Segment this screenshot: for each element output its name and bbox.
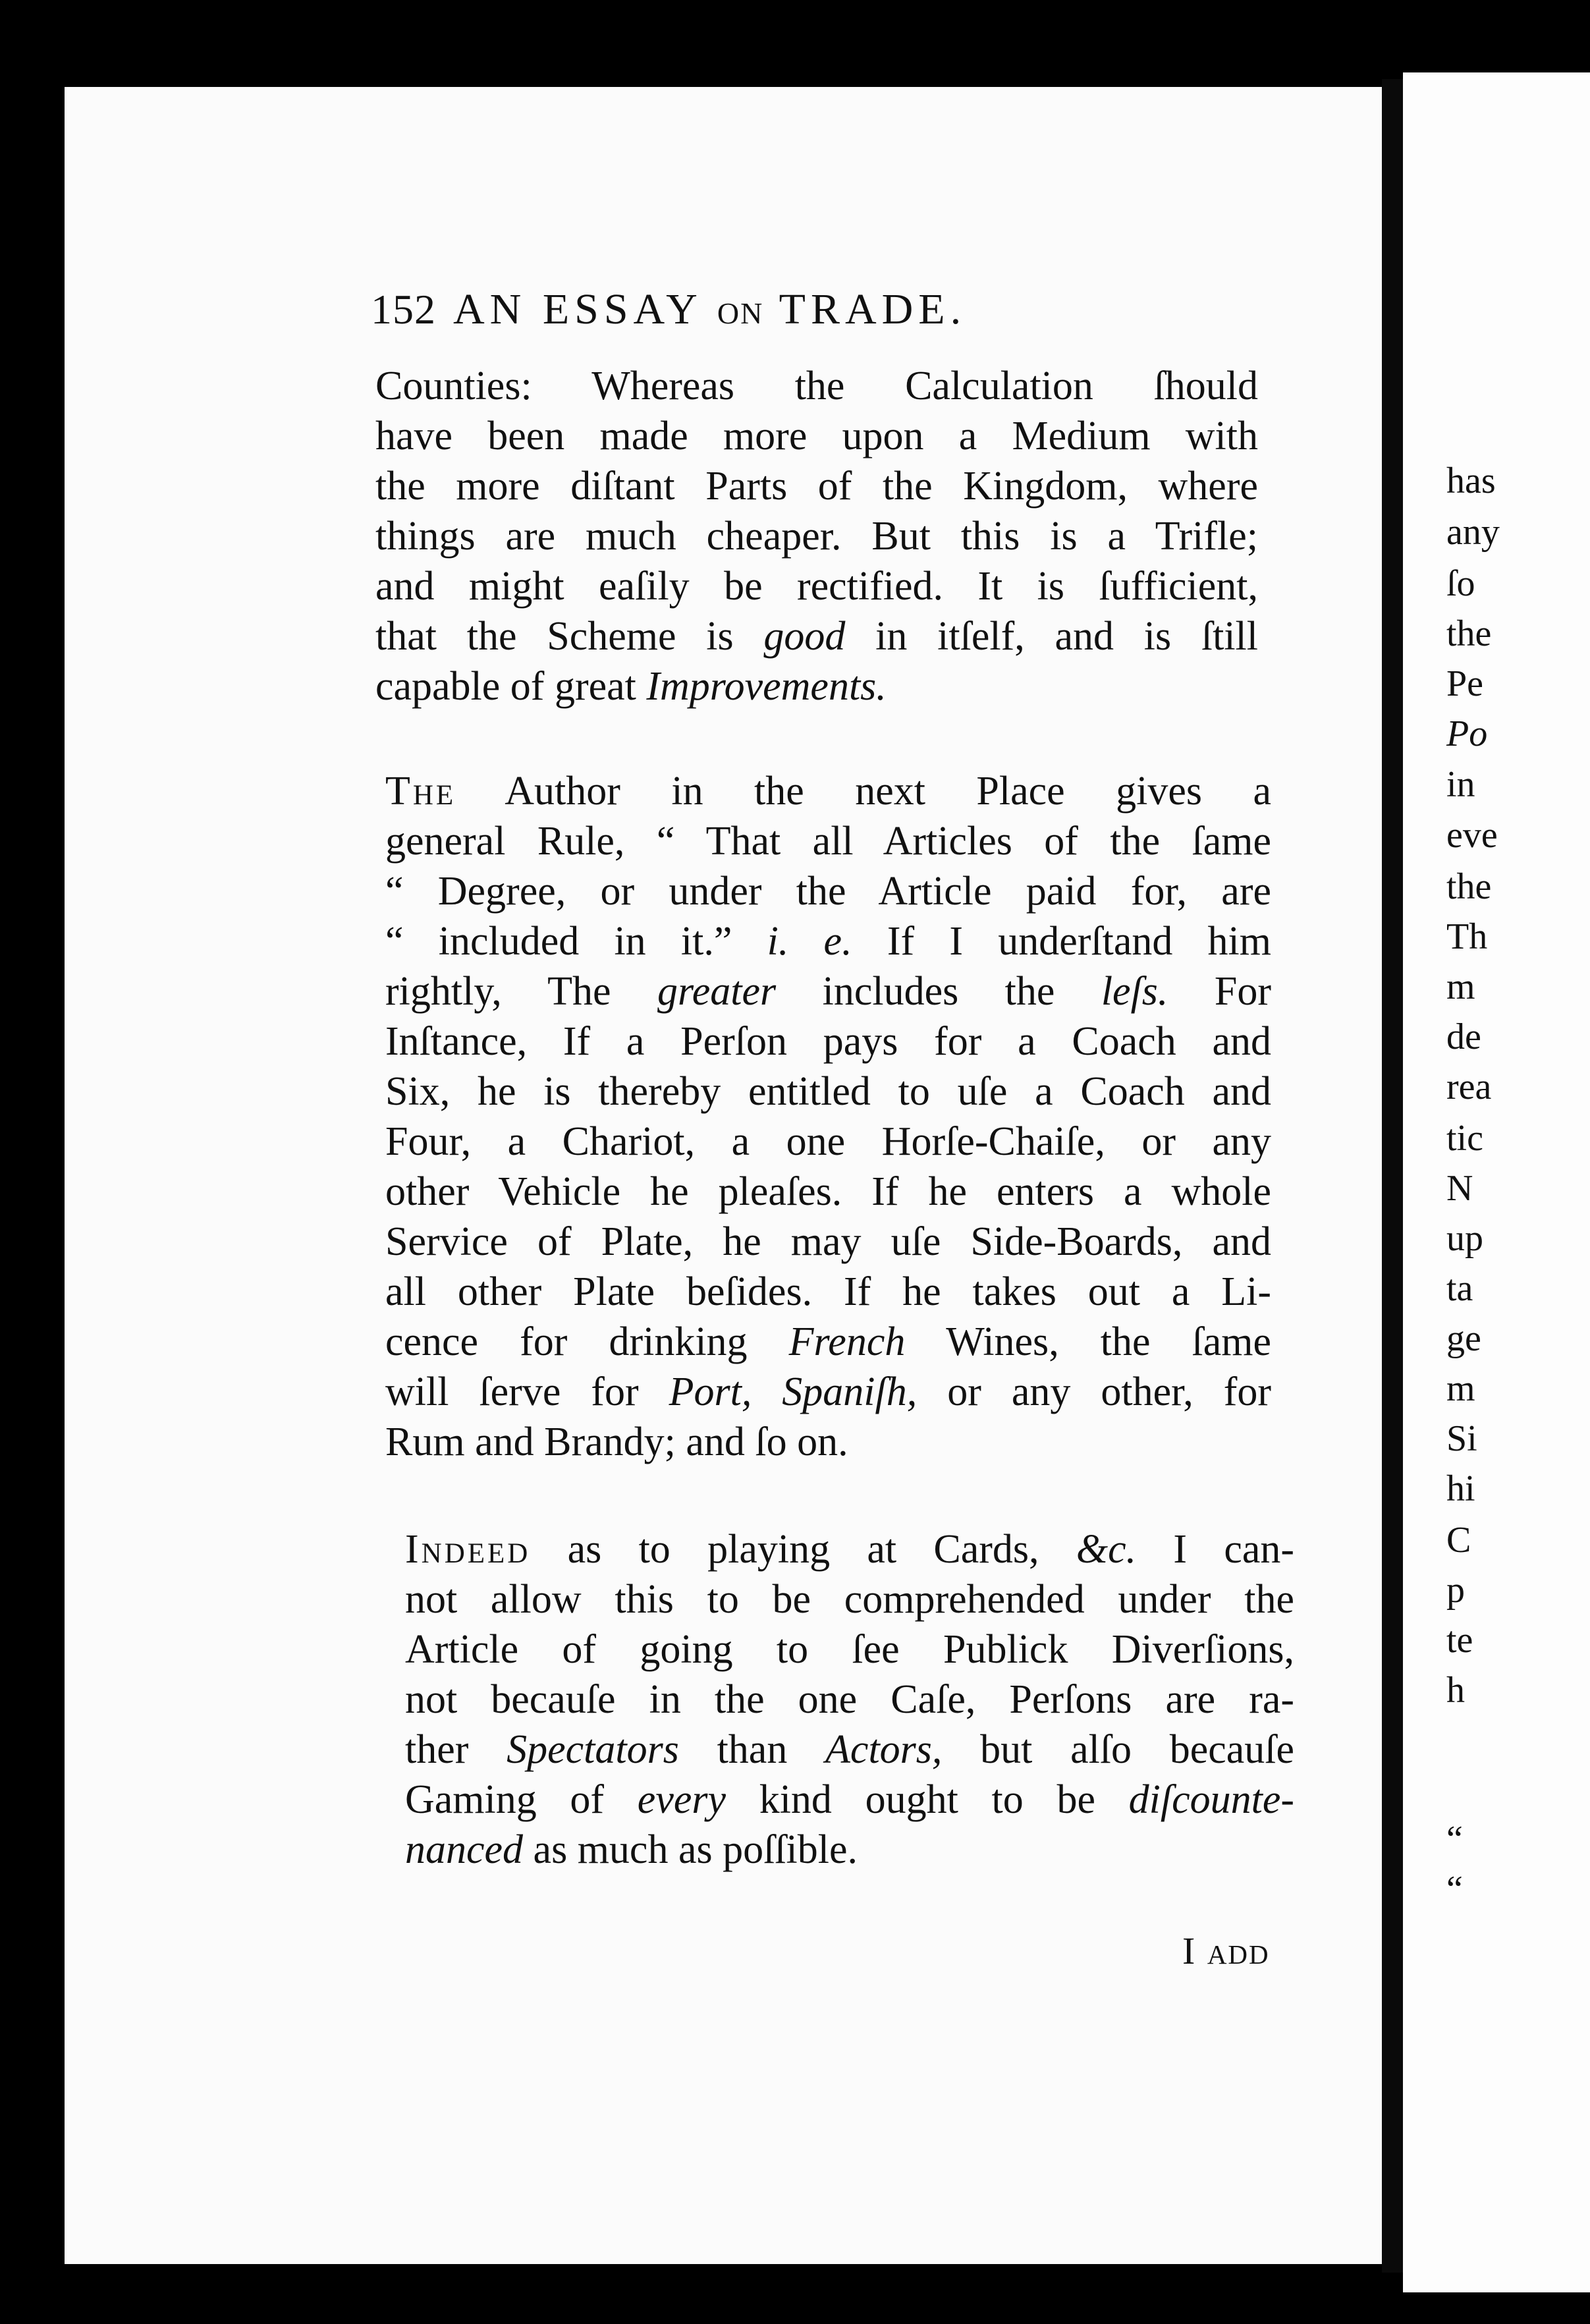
text-line: general Rule, “ That all Articles of the ſame xyxy=(385,819,1271,864)
catchword: I add xyxy=(1182,1929,1270,1972)
text-line: will ſerve for Port, Spaniſh, or any other, for xyxy=(385,1370,1272,1414)
text-line: Service of Plate, he may uſe Side-Boards, and xyxy=(385,1219,1271,1264)
text-line: cence for drinking French Wines, the ſame xyxy=(385,1319,1272,1364)
title-word: TRADE. xyxy=(779,285,967,333)
facing-line: N xyxy=(1446,1168,1473,1209)
text-line: Inſtance, If a Perſon pays for a Coach and xyxy=(385,1019,1271,1064)
text-line: have been made more upon a Medium with xyxy=(375,414,1258,458)
text-line: all other Plate beſides. If he takes out a Li- xyxy=(385,1269,1271,1314)
facing-page xyxy=(1403,72,1590,2292)
text-line: and might eaſily be rectified. It is ſufficient, xyxy=(375,564,1258,609)
text-line: Gaming of every kind ought to be diſcounte- xyxy=(405,1777,1295,1822)
text-line: things are much cheaper. But this is a Trifle; xyxy=(375,514,1258,559)
text-line: not becauſe in the one Caſe, Perſons are ra- xyxy=(405,1677,1294,1722)
facing-line: Si xyxy=(1446,1418,1477,1459)
facing-line: in xyxy=(1446,764,1475,805)
text-line: “ included in it.” i. e. If I underſtand him xyxy=(385,919,1272,964)
facing-line: m xyxy=(1446,1368,1475,1409)
title-word: AN xyxy=(453,285,527,333)
text-line: not allow this to be comprehended under the xyxy=(405,1577,1294,1622)
facing-line: up xyxy=(1446,1218,1483,1259)
facing-line: te xyxy=(1446,1620,1473,1661)
text-line: capable of great Improvements. xyxy=(375,664,887,709)
facing-line: ſo xyxy=(1446,563,1475,604)
running-title xyxy=(453,285,966,333)
facing-line: “ xyxy=(1446,1869,1463,1910)
paragraph-3 xyxy=(405,1524,1294,1875)
text-line: other Vehicle he pleaſes. If he enters a whole xyxy=(385,1169,1271,1214)
running-header xyxy=(371,285,1161,344)
text-line: ther Spectators than Actors, but alſo becauſe xyxy=(405,1727,1295,1772)
facing-line: m xyxy=(1446,966,1475,1007)
text-line: Article of going to ſee Publick Diverſions, xyxy=(405,1627,1294,1672)
page-number: 152 xyxy=(371,286,436,333)
text-line: Rum and Brandy; and ſo on. xyxy=(385,1420,848,1464)
facing-line: has xyxy=(1446,460,1496,501)
facing-line: “ xyxy=(1446,1819,1463,1860)
facing-line: rea xyxy=(1446,1066,1492,1107)
facing-line: any xyxy=(1446,512,1500,553)
facing-line: C xyxy=(1446,1520,1471,1561)
text-line: Indeed as to playing at Cards, &c. I can- xyxy=(405,1527,1295,1572)
facing-line: Pe xyxy=(1446,663,1483,704)
facing-line: eve xyxy=(1446,815,1498,856)
text-line: the more diſtant Parts of the Kingdom, where xyxy=(375,464,1258,509)
facing-line: h xyxy=(1446,1670,1465,1711)
facing-line: Po xyxy=(1446,713,1488,754)
title-word: ESSAY xyxy=(542,285,701,333)
facing-line: tic xyxy=(1446,1118,1483,1159)
book-gutter xyxy=(1382,79,1403,2273)
text-line: rightly, The greater includes the leſs. For xyxy=(385,969,1272,1014)
facing-line: the xyxy=(1446,866,1492,907)
text-line: Counties: Whereas the Calculation ſhould xyxy=(375,364,1258,408)
text-line: “ Degree, or under the Article paid for, are xyxy=(385,869,1271,914)
text-line: Six, he is thereby entitled to uſe a Coach and xyxy=(385,1069,1271,1114)
paragraph-2 xyxy=(385,766,1271,1467)
facing-line: de xyxy=(1446,1016,1481,1057)
facing-line: ta xyxy=(1446,1268,1473,1309)
text-line: Four, a Chariot, a one Horſe-Chaiſe, or any xyxy=(385,1119,1271,1164)
facing-line: p xyxy=(1446,1570,1465,1611)
text-line: that the Scheme is good in itſelf, and is ſtill xyxy=(375,614,1258,659)
paragraph-1 xyxy=(375,361,1258,711)
facing-line: the xyxy=(1446,613,1492,654)
facing-line: hi xyxy=(1446,1468,1475,1509)
title-word: ON xyxy=(717,296,764,330)
text-line: nanced as much as poſſible. xyxy=(405,1827,858,1872)
facing-line: Th xyxy=(1446,916,1488,957)
facing-line: ge xyxy=(1446,1318,1481,1359)
text-line: The Author in the next Place gives a xyxy=(385,769,1271,814)
